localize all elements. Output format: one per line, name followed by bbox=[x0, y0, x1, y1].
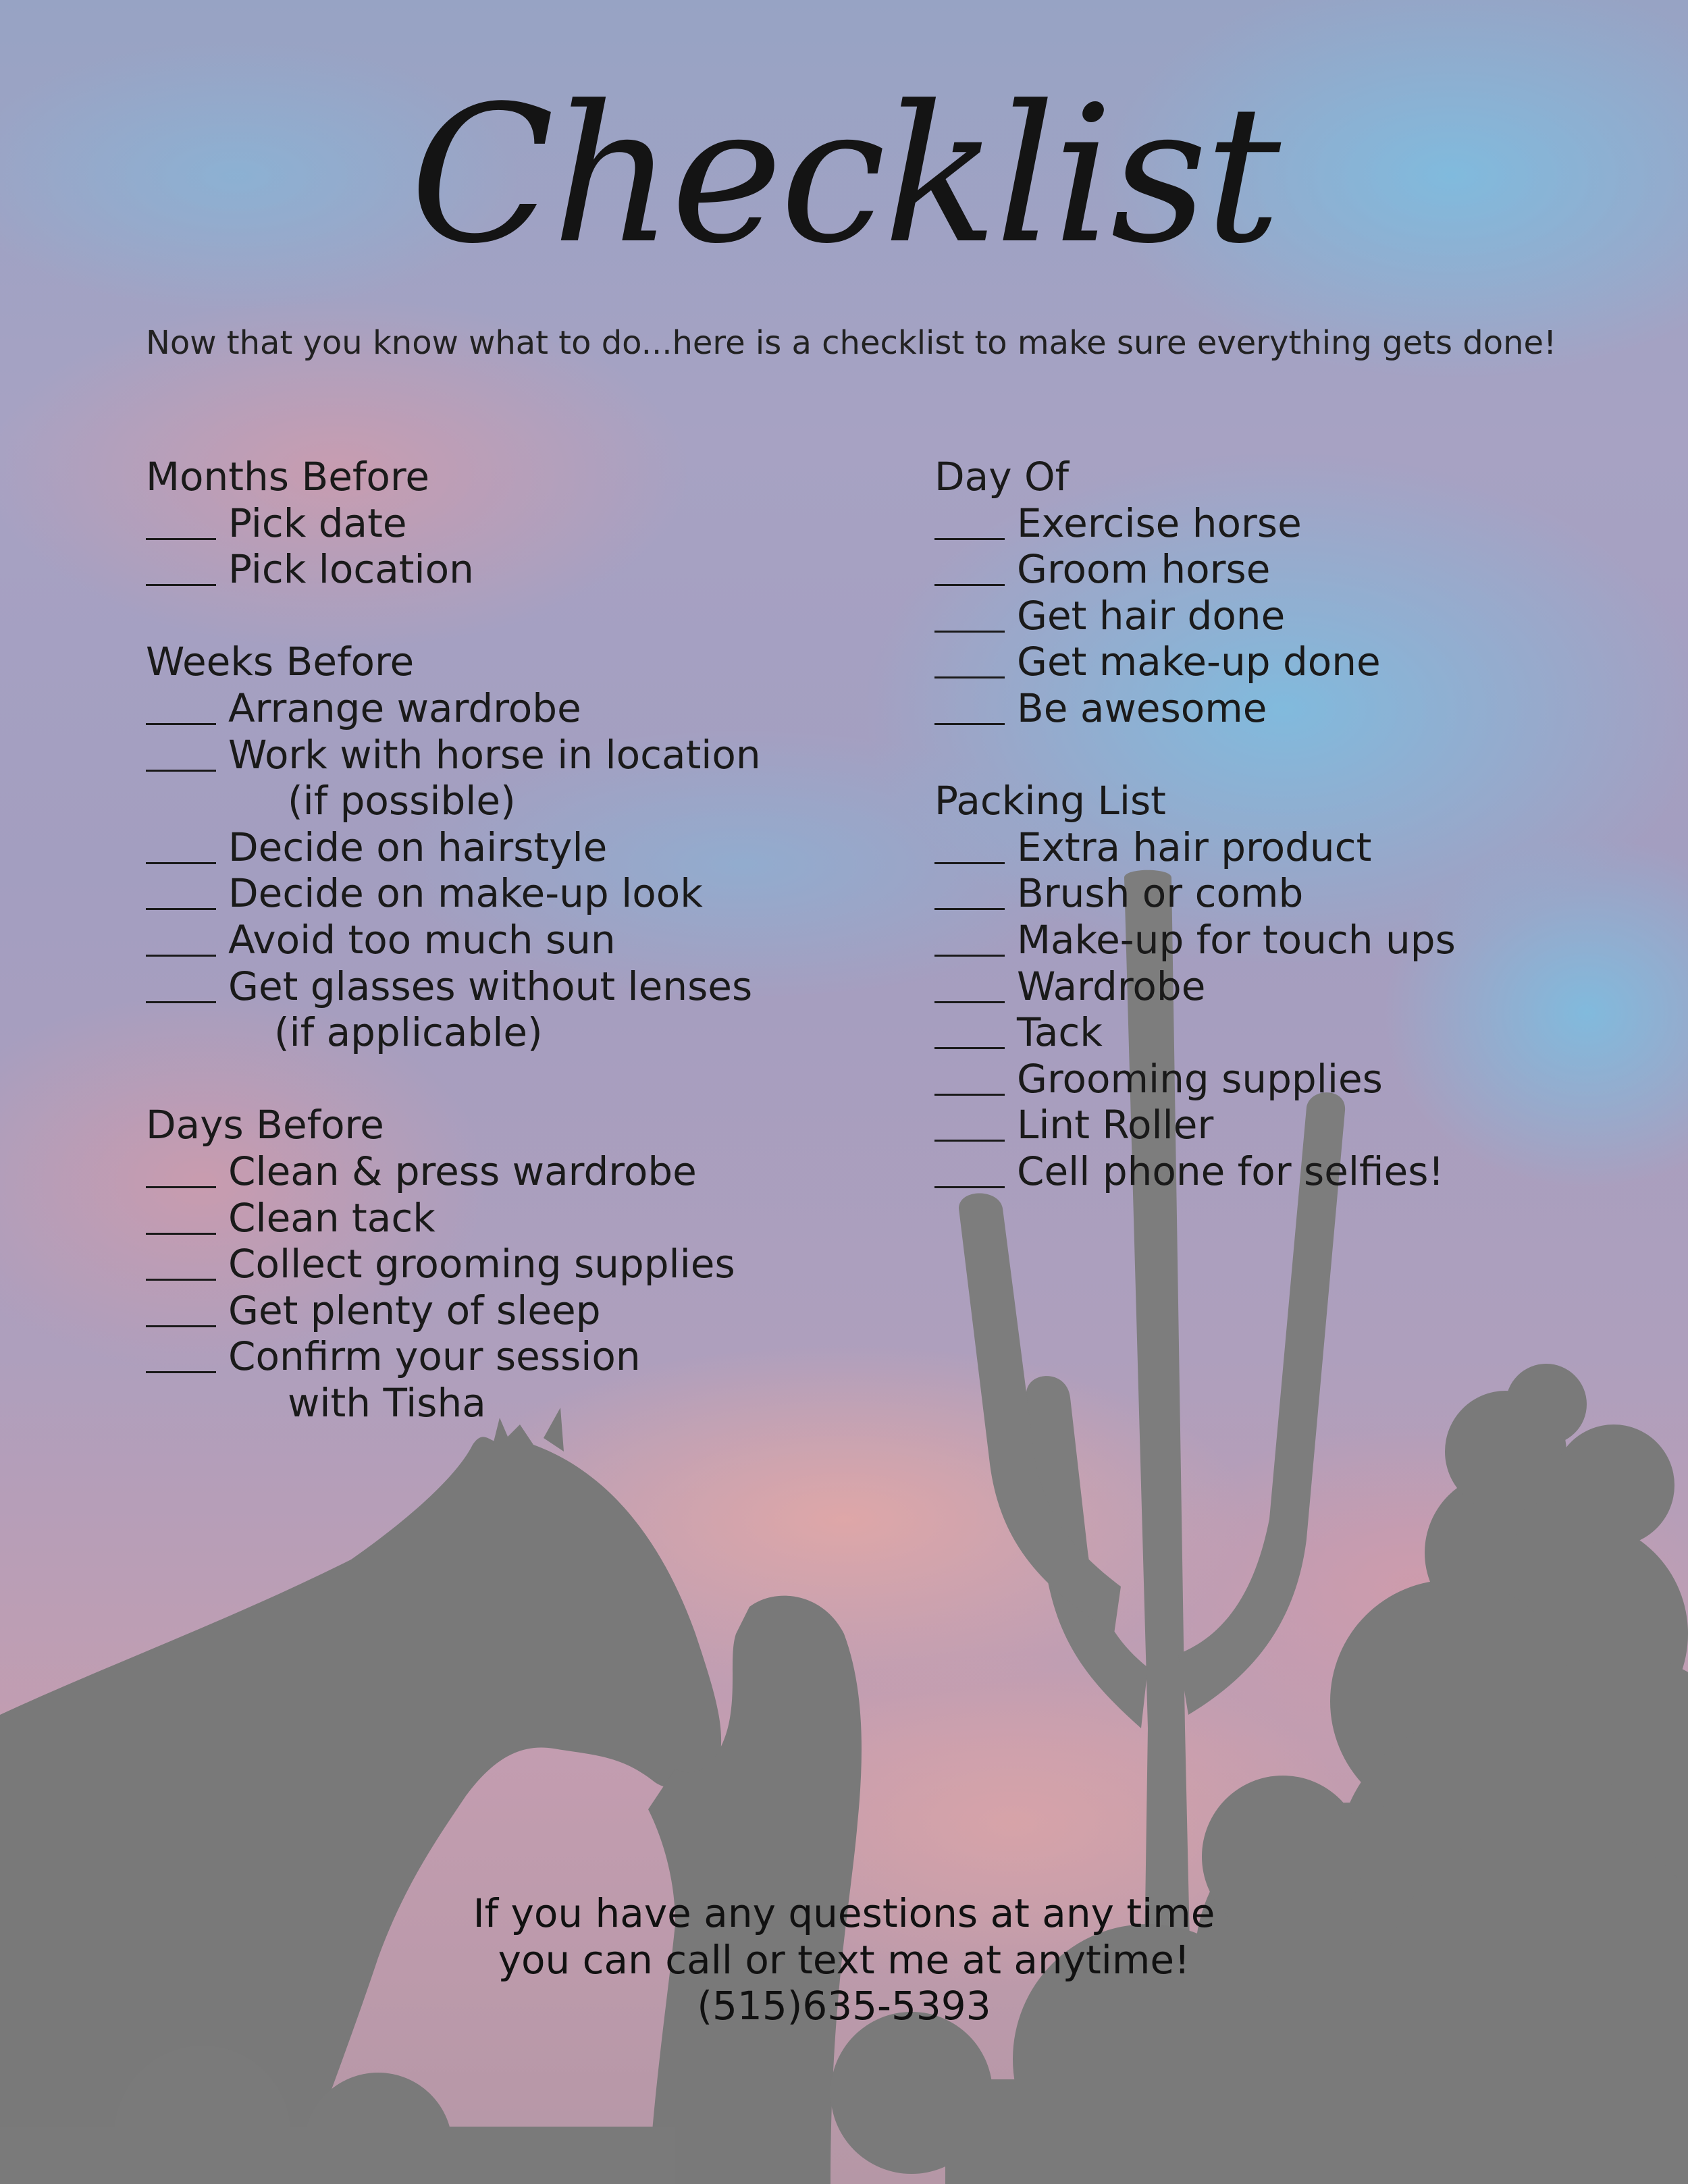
footer bbox=[0, 1890, 1688, 2029]
checkbox-blank-line bbox=[934, 685, 1005, 725]
item-text: Tack bbox=[1017, 1009, 1103, 1056]
checkbox-blank-line bbox=[934, 593, 1005, 633]
checkbox-blank-line bbox=[934, 1056, 1005, 1096]
item-text: Get glasses without lenses bbox=[228, 963, 753, 1009]
checklist-item bbox=[934, 1102, 1664, 1148]
checklist-section bbox=[934, 778, 1664, 1194]
checklist-section bbox=[146, 639, 922, 1055]
footer-line-2: you can call or text me at anytime! bbox=[498, 1936, 1190, 1983]
checklist-item bbox=[934, 500, 1664, 547]
checkbox-blank-line bbox=[146, 546, 216, 586]
checklist-item bbox=[146, 1333, 922, 1380]
checkbox-blank-line bbox=[934, 824, 1005, 864]
right-column bbox=[934, 454, 1664, 1241]
checkbox-blank-line bbox=[146, 963, 216, 1003]
checkbox-blank-line bbox=[934, 963, 1005, 1003]
checkbox-blank-line bbox=[146, 870, 216, 910]
checkbox-blank-line bbox=[934, 1148, 1005, 1188]
item-text: Make-up for touch ups bbox=[1017, 916, 1456, 963]
checklist-section bbox=[934, 454, 1664, 732]
checkbox-blank-line bbox=[934, 639, 1005, 678]
checkbox-blank-line bbox=[146, 685, 216, 725]
checklist-item bbox=[934, 917, 1664, 963]
section-title: Packing List bbox=[934, 778, 1166, 824]
checkbox-blank-line bbox=[146, 732, 216, 772]
checkbox-blank-line bbox=[146, 1333, 216, 1373]
item-text: Clean tack bbox=[228, 1194, 436, 1241]
checklist-item bbox=[934, 824, 1664, 871]
item-text: Work with horse in location bbox=[228, 731, 761, 778]
checkbox-blank-line bbox=[934, 546, 1005, 586]
checkbox-blank-line bbox=[146, 1195, 216, 1235]
item-text: Brush or comb bbox=[1017, 870, 1304, 917]
checklist-item bbox=[934, 963, 1664, 1010]
checklist-item bbox=[146, 500, 922, 547]
item-text: Lint Roller bbox=[1017, 1102, 1214, 1148]
intro-text: Now that you know what to do...here is a checklist to make sure everything gets done! bbox=[146, 324, 1557, 362]
item-text: Pick location bbox=[228, 546, 474, 593]
checklist-item bbox=[146, 1241, 922, 1287]
checkbox-blank-line bbox=[146, 500, 216, 540]
section-title: Days Before bbox=[146, 1102, 384, 1148]
checkbox-blank-line bbox=[934, 917, 1005, 957]
page-title: Checklist bbox=[409, 65, 1279, 286]
checklist-item bbox=[934, 639, 1664, 685]
checkbox-blank-line bbox=[934, 870, 1005, 910]
checkbox-blank-line bbox=[146, 1148, 216, 1188]
section-title: Weeks Before bbox=[146, 639, 415, 685]
item-text: Avoid too much sun bbox=[228, 916, 616, 963]
checkbox-blank-line bbox=[146, 1241, 216, 1281]
checkbox-blank-line bbox=[146, 1287, 216, 1327]
checkbox-blank-line bbox=[146, 824, 216, 864]
item-text: Confirm your session bbox=[228, 1333, 641, 1380]
checklist-section bbox=[146, 454, 922, 593]
item-continuation: (if possible) bbox=[288, 778, 516, 824]
checklist-item bbox=[934, 1009, 1664, 1056]
checklist-item bbox=[146, 1195, 922, 1242]
checkbox-blank-line bbox=[934, 1102, 1005, 1142]
section-title: Day Of bbox=[934, 454, 1070, 500]
checklist-item bbox=[146, 824, 922, 871]
item-continuation: with Tisha bbox=[288, 1379, 486, 1426]
item-text: Pick date bbox=[228, 500, 407, 546]
item-text: Exercise horse bbox=[1017, 500, 1302, 546]
checklist-item bbox=[934, 593, 1664, 639]
item-text: Decide on make-up look bbox=[228, 870, 703, 917]
item-text: Be awesome bbox=[1017, 685, 1267, 731]
checklist-item bbox=[934, 685, 1664, 732]
checklist-section bbox=[146, 1102, 922, 1426]
checkbox-blank-line bbox=[934, 1009, 1005, 1049]
checkbox-blank-line bbox=[146, 917, 216, 957]
item-text: Grooming supplies bbox=[1017, 1055, 1383, 1102]
footer-line-1: If you have any questions at any time bbox=[473, 1890, 1215, 1936]
footer-phone: (515)635-5393 bbox=[697, 1983, 991, 2029]
checklist-item bbox=[146, 1287, 922, 1334]
item-text: Extra hair product bbox=[1017, 824, 1372, 870]
checklist-item bbox=[934, 870, 1664, 917]
checklist-item bbox=[934, 1056, 1664, 1102]
checklist-item bbox=[146, 1148, 922, 1195]
item-text: Get hair done bbox=[1017, 592, 1286, 639]
checklist-item bbox=[146, 732, 922, 778]
item-text: Arrange wardrobe bbox=[228, 685, 581, 731]
checklist-item bbox=[146, 870, 922, 917]
checklist-item bbox=[934, 1148, 1664, 1195]
checkbox-blank-line bbox=[934, 500, 1005, 540]
item-text: Groom horse bbox=[1017, 546, 1271, 593]
item-continuation: (if applicable) bbox=[274, 1009, 543, 1056]
item-text: Get make-up done bbox=[1017, 639, 1381, 685]
checklist-item bbox=[146, 685, 922, 732]
checklist-item bbox=[146, 917, 922, 963]
checklist-item bbox=[934, 546, 1664, 593]
item-text: Collect grooming supplies bbox=[228, 1241, 735, 1287]
item-text: Wardrobe bbox=[1017, 963, 1206, 1009]
item-text: Clean & press wardrobe bbox=[228, 1148, 697, 1194]
checklist-item bbox=[146, 963, 922, 1010]
checklist-item bbox=[146, 546, 922, 593]
left-column bbox=[146, 454, 922, 1472]
item-text: Get plenty of sleep bbox=[228, 1287, 601, 1333]
item-text: Decide on hairstyle bbox=[228, 824, 608, 870]
item-text: Cell phone for selfies! bbox=[1017, 1148, 1444, 1194]
section-title: Months Before bbox=[146, 454, 430, 500]
